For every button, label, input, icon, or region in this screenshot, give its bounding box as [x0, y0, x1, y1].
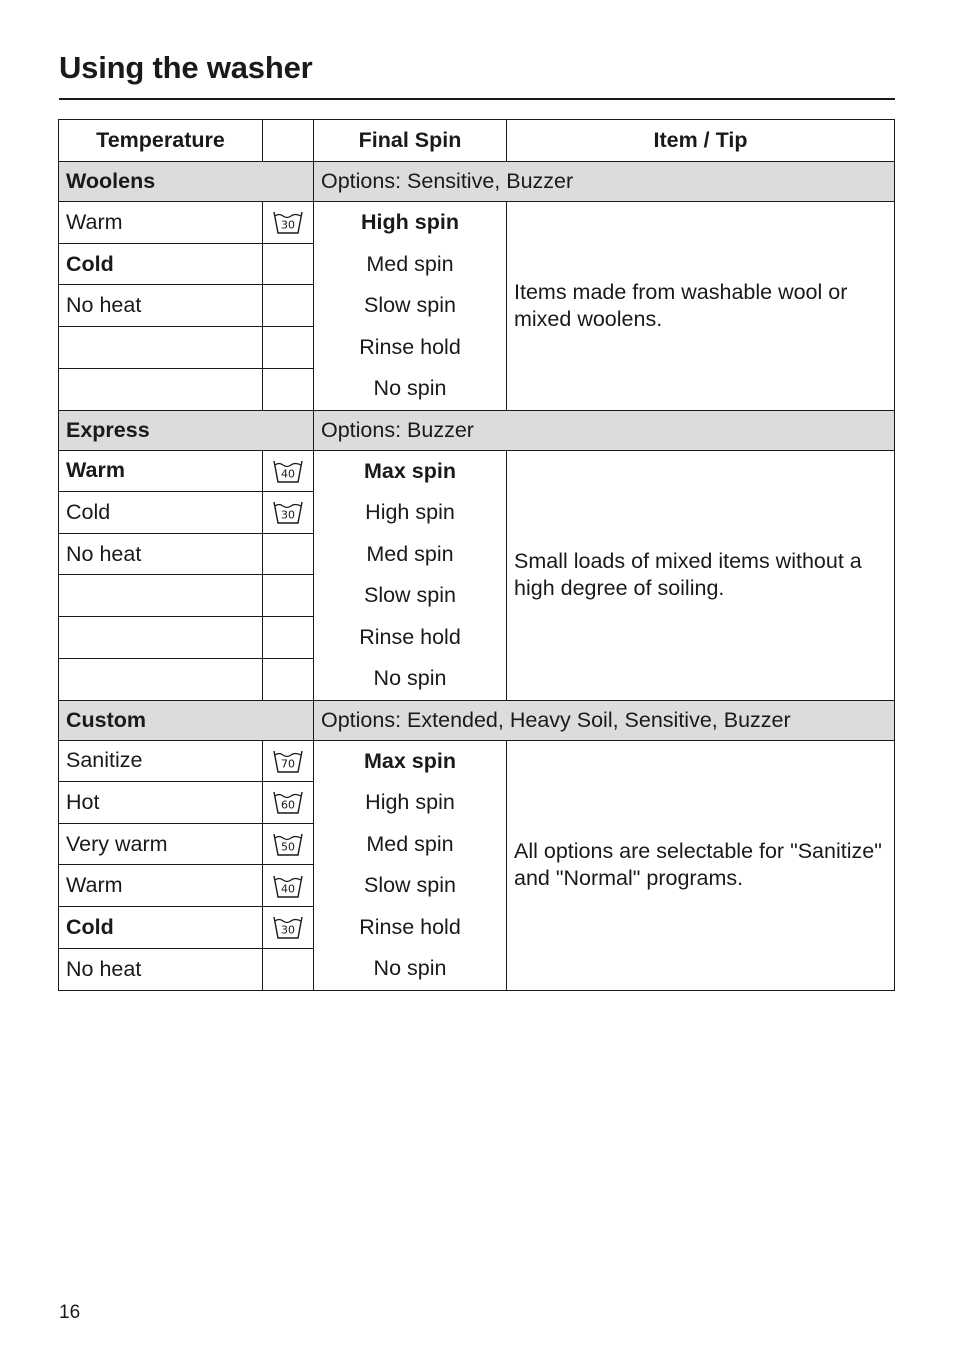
final-spin-option: Med spin — [366, 251, 454, 276]
final-spin-option: Rinse hold — [359, 334, 461, 359]
temperature-row — [59, 450, 895, 492]
temperature-label — [59, 658, 263, 700]
temperature-label — [59, 575, 263, 617]
program-name: Express — [59, 410, 314, 450]
wash-symbol-cell — [263, 658, 314, 700]
wash-temperature-value: 40 — [281, 467, 295, 481]
program-options: Options: Buzzer — [314, 410, 895, 450]
wash-symbol-cell — [263, 202, 314, 244]
wash-symbol-cell — [263, 948, 314, 990]
wash-symbol-cell — [263, 450, 314, 492]
title-divider — [59, 98, 895, 100]
wash-symbol-cell — [263, 368, 314, 410]
program-options: Options: Sensitive, Buzzer — [314, 162, 895, 202]
wash-symbol-cell — [263, 492, 314, 534]
wash-temperature-value: 30 — [281, 508, 295, 522]
program-tip: All options are selectable for "Sanitize" and "Normal" programs. — [507, 740, 895, 990]
wash-symbol-cell — [263, 823, 314, 865]
temperature-label: Cold — [59, 907, 263, 949]
program-tip: Small loads of mixed items without a high degree of soiling. — [507, 450, 895, 700]
temperature-row — [59, 202, 895, 244]
final-spin-list — [314, 740, 507, 990]
final-spin-option: No spin — [373, 666, 447, 690]
final-spin-option: Slow spin — [363, 583, 456, 607]
program-row — [59, 410, 895, 450]
wash-symbol-cell — [263, 243, 314, 285]
wash-temperature-value: 70 — [281, 757, 295, 771]
header-icon — [263, 120, 314, 162]
program-row — [59, 700, 895, 740]
final-spin-option: No spin — [373, 376, 447, 400]
final-spin-list — [314, 202, 507, 411]
temperature-label: Cold — [59, 492, 263, 534]
temperature-label — [59, 368, 263, 410]
table-header-row — [59, 120, 895, 162]
temperature-label: Warm — [59, 450, 263, 492]
final-spin-option: Med spin — [366, 541, 454, 566]
program-row — [59, 162, 895, 202]
table-body — [59, 162, 895, 991]
wash-symbol-cell — [263, 327, 314, 369]
wash-symbol-cell — [263, 740, 314, 782]
wash-temperature-value: 60 — [281, 798, 295, 812]
temperature-label: Cold — [59, 243, 263, 285]
wash-temperature-60-icon — [272, 788, 304, 816]
final-spin-option: Rinse hold — [359, 624, 461, 649]
temperature-label: Sanitize — [59, 740, 263, 782]
temperature-label: No heat — [59, 285, 263, 327]
wash-symbol-cell — [263, 533, 314, 575]
temperature-label: No heat — [59, 948, 263, 990]
temperature-label: Warm — [59, 865, 263, 907]
temperature-label: Warm — [59, 202, 263, 244]
page-number: 16 — [59, 1302, 81, 1323]
temperature-label: No heat — [59, 533, 263, 575]
final-spin-list — [314, 450, 507, 700]
wash-temperature-30-icon — [272, 498, 304, 526]
final-spin-option: Max spin — [364, 748, 456, 773]
temperature-row — [59, 740, 895, 782]
header-item-tip: Item / Tip — [507, 120, 895, 162]
program-tip: Items made from washable wool or mixed woolens. — [507, 202, 895, 411]
wash-symbol-cell — [263, 782, 314, 824]
wash-temperature-value: 30 — [281, 923, 295, 937]
wash-symbol-cell — [263, 865, 314, 907]
wash-symbol-cell — [263, 907, 314, 949]
wash-temperature-value: 30 — [281, 218, 295, 232]
final-spin-option: High spin — [365, 790, 455, 814]
wash-temperature-value: 50 — [281, 840, 295, 854]
temperature-label: Very warm — [59, 823, 263, 865]
wash-temperature-value: 40 — [281, 882, 295, 896]
wash-temperature-40-icon — [272, 457, 304, 485]
program-table — [58, 119, 895, 991]
wash-temperature-50-icon — [272, 830, 304, 858]
header-temperature: Temperature — [59, 120, 263, 162]
temperature-label — [59, 327, 263, 369]
program-name: Custom — [59, 700, 314, 740]
page-title: Using the washer — [59, 50, 313, 85]
wash-temperature-70-icon — [272, 747, 304, 775]
final-spin-option: Rinse hold — [359, 914, 461, 939]
program-name: Woolens — [59, 162, 314, 202]
wash-symbol-cell — [263, 575, 314, 617]
wash-temperature-40-icon — [272, 872, 304, 900]
wash-temperature-30-icon — [272, 208, 304, 236]
temperature-label — [59, 617, 263, 659]
final-spin-option: No spin — [373, 956, 447, 980]
program-options: Options: Extended, Heavy Soil, Sensitive, Buzzer — [314, 700, 895, 740]
final-spin-option: High spin — [365, 500, 455, 524]
wash-temperature-30-icon — [272, 913, 304, 941]
temperature-label: Hot — [59, 782, 263, 824]
wash-symbol-cell — [263, 617, 314, 659]
header-final-spin: Final Spin — [314, 120, 507, 162]
final-spin-option: Med spin — [366, 831, 454, 856]
final-spin-option: Max spin — [364, 458, 456, 483]
final-spin-option: Slow spin — [363, 293, 456, 317]
wash-symbol-cell — [263, 285, 314, 327]
final-spin-option: High spin — [361, 210, 459, 234]
final-spin-option: Slow spin — [363, 873, 456, 897]
